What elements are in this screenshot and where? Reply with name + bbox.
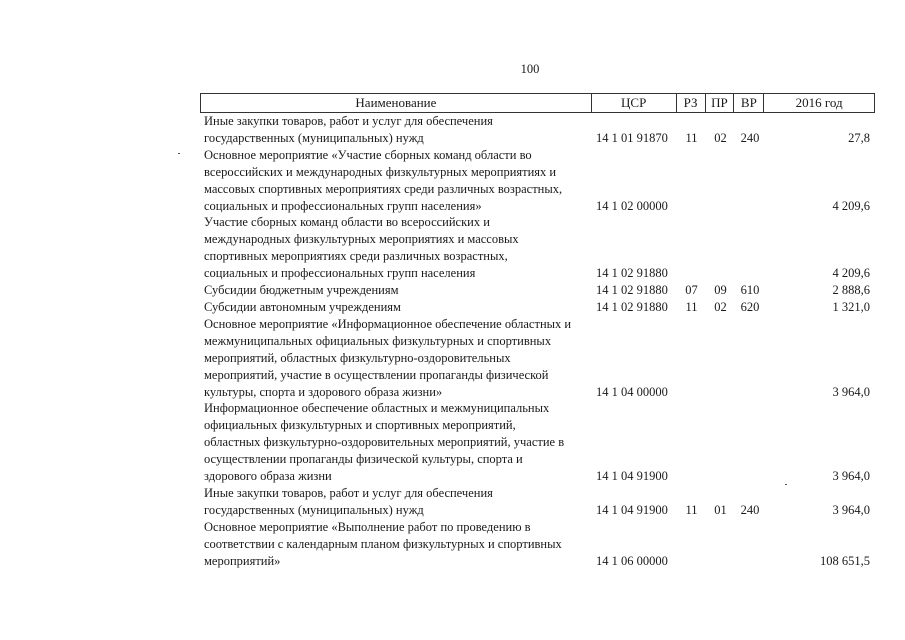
table-row xyxy=(200,299,875,316)
header-vr: ВР xyxy=(734,94,764,112)
row-csr: 14 1 02 91880 xyxy=(596,283,668,298)
row-csr: 14 1 02 91880 xyxy=(596,266,668,281)
row-pr: 09 xyxy=(714,283,727,298)
row-amount: 4 209,6 xyxy=(832,266,870,281)
table-row xyxy=(200,400,875,485)
header-year: 2016 год xyxy=(795,95,843,110)
row-vr: 620 xyxy=(740,299,760,314)
table-row xyxy=(200,519,875,570)
table-row xyxy=(200,485,875,519)
row-name: Основное мероприятие «Выполнение работ по проведению в соответствии с календарным планом физкультурных и спортивных мероприятий» xyxy=(204,519,562,568)
row-csr: 14 1 01 91870 xyxy=(596,130,668,145)
row-rz: 11 xyxy=(685,299,698,314)
row-amount: 3 964,0 xyxy=(832,469,870,484)
row-name: Иные закупки товаров, работ и услуг для обеспечения государственных (муниципальных) нужд xyxy=(204,114,493,145)
row-name: Участие сборных команд области во всероссийских и международных физкультурных мероприятиях и массовых спортивных мероприятиях среди различных возрастных, социальных и профессиональных групп населения xyxy=(204,215,519,281)
row-csr: 14 1 04 00000 xyxy=(596,384,668,399)
row-amount: 3 964,0 xyxy=(832,502,870,517)
header-pr: ПР xyxy=(706,94,735,112)
row-csr: 14 1 06 00000 xyxy=(596,553,668,568)
header-csr: ЦСР xyxy=(592,94,677,112)
table-row xyxy=(200,113,875,147)
row-pr: 02 xyxy=(714,299,727,314)
scan-speck xyxy=(178,153,180,154)
row-vr: 240 xyxy=(740,130,760,145)
row-amount: 1 321,0 xyxy=(832,299,870,314)
header-rz: РЗ xyxy=(677,94,706,112)
table-row xyxy=(200,214,875,282)
row-rz: 11 xyxy=(685,502,698,517)
header-name: Наименование xyxy=(201,94,592,112)
row-amount: 108 651,5 xyxy=(820,553,870,568)
row-vr: 610 xyxy=(740,283,760,298)
table-body xyxy=(200,113,875,569)
row-name: Субсидии бюджетным учреждениям xyxy=(204,283,399,298)
row-amount: 27,8 xyxy=(848,130,870,145)
row-vr: 240 xyxy=(740,502,760,517)
table-row xyxy=(200,147,875,215)
row-name: Основное мероприятие «Информационное обеспечение областных и межмуниципальных официальных физкультурных и спортивных мероприятий, областных физкультурно-оздоровительных мероприятий, участие в осуществлении пропаганды физической культуры, спорта и здорового образа жизни» xyxy=(204,316,572,399)
row-csr: 14 1 02 00000 xyxy=(596,198,668,213)
table-row xyxy=(200,316,875,401)
row-csr: 14 1 04 91900 xyxy=(596,469,668,484)
table-row xyxy=(200,282,875,299)
row-amount: 3 964,0 xyxy=(832,384,870,399)
row-name: Субсидии автономным учреждениям xyxy=(204,299,401,314)
row-csr: 14 1 04 91900 xyxy=(596,502,668,517)
row-pr: 02 xyxy=(714,130,727,145)
row-amount: 4 209,6 xyxy=(832,198,870,213)
row-pr: 01 xyxy=(714,502,727,517)
row-rz: 11 xyxy=(685,130,698,145)
row-rz: 07 xyxy=(685,283,698,298)
row-amount: 2 888,6 xyxy=(832,283,870,298)
table-header xyxy=(200,93,875,113)
scan-speck xyxy=(785,484,787,485)
row-name: Иные закупки товаров, работ и услуг для обеспечения государственных (муниципальных) нужд xyxy=(204,485,493,517)
row-csr: 14 1 02 91880 xyxy=(596,299,668,314)
row-name: Основное мероприятие «Участие сборных команд области во всероссийских и международных физкультурных мероприятиях и массовых спортивных мероприятиях среди различных возрастных, социальных и профессиональных групп населения» xyxy=(204,147,563,213)
budget-table xyxy=(200,93,875,569)
page-number: 100 xyxy=(520,62,540,76)
row-name: Информационное обеспечение областных и межмуниципальных официальных физкультурных и спортивных мероприятий, областных физкультурно-оздоровительных мероприятий, участие в осуществлении пропаганды физической культуры, спорта и здорового образа жизни xyxy=(204,401,565,484)
